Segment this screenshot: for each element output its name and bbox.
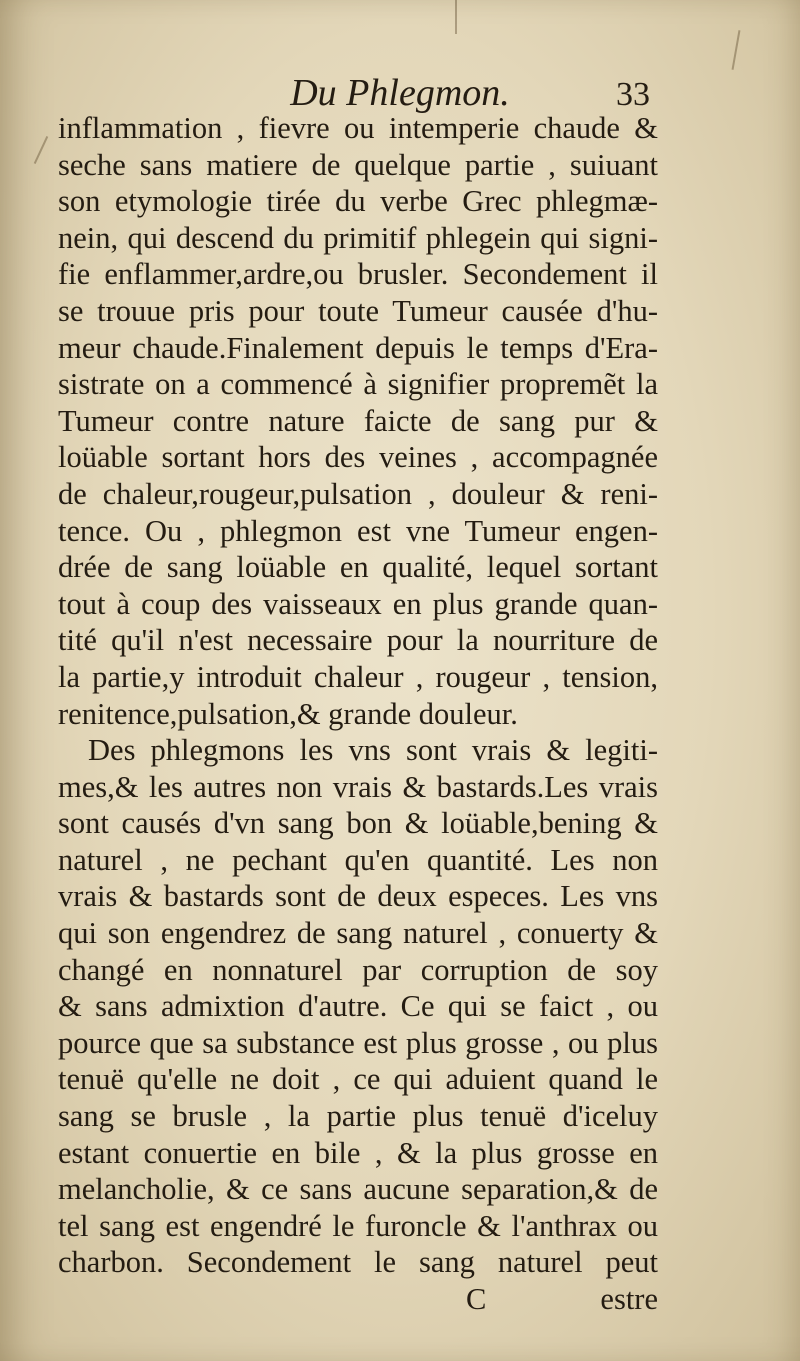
text-line: la partie,y introduit chaleur , rougeur , tension, (58, 659, 658, 694)
text-line: meur chaude.Finalement depuis le temps d'Era- (58, 330, 658, 365)
text-line: seche sans matiere de quelque partie , suiuant (58, 147, 658, 182)
text-line: drée de sang loüable en qualité, lequel sortant (58, 550, 658, 585)
text-line: inflammation , fievre ou intemperie chaude & (58, 111, 658, 145)
text-line: tel sang est engendré le furoncle & l'anthrax ou (58, 1208, 658, 1243)
text-line: sang se brusle , la partie plus tenuë d'iceluy (58, 1099, 658, 1134)
text-line: melancholie, & ce sans aucune separation,& de (58, 1172, 658, 1207)
page-number: 33 (616, 76, 650, 113)
text-line: de chaleur,rougeur,pulsation , douleur & reni- (58, 476, 658, 511)
text-line: & sans admixtion d'autre. Ce qui se faict , ou (58, 989, 658, 1024)
text-line: loüable sortant hors des veines , accompagnée (58, 440, 658, 475)
page-edge-mark (455, 0, 457, 34)
text-line: Tumeur contre nature faicte de sang pur & (58, 403, 658, 438)
body-text (58, 110, 658, 1318)
text-line: vrais & bastards sont de deux especes. Les vns (58, 879, 658, 914)
text-line: charbon. Secondement le sang naturel peut (58, 1245, 658, 1280)
page-edge-mark (732, 30, 741, 70)
text-line: estant conuertie en bile , & la plus grosse en (58, 1135, 658, 1170)
text-line: renitence,pulsation,& grande douleur. (58, 696, 518, 731)
text-line: Des phlegmons les vns sont vrais & legiti- (88, 733, 658, 768)
text-line: changé en nonnaturel par corruption de soy (58, 952, 658, 987)
text-line: naturel , ne pechant qu'en quantité. Les non (58, 842, 658, 877)
running-title: Du Phlegmon. (290, 72, 510, 114)
text-line: sont causés d'vn sang bon & loüable,bening & (58, 806, 658, 841)
text-line: se trouue pris pour toute Tumeur causée d'hu- (58, 293, 658, 328)
text-line: sistrate on a commencé à signifier propremẽt la (58, 367, 658, 402)
catchword: estre (600, 1282, 658, 1316)
text-line: nein, qui descend du primitif phlegein qui signi- (58, 220, 658, 255)
footer-line (58, 1281, 658, 1318)
signature-mark: C (466, 1282, 487, 1316)
text-line: tout à coup des vaisseaux en plus grande quan- (58, 586, 658, 621)
page-edge-mark (34, 136, 48, 164)
text-line: qui son engendrez de sang naturel , conuerty & (58, 916, 658, 951)
text-line: tence. Ou , phlegmon est vne Tumeur engen- (58, 513, 658, 548)
text-line: tenuë qu'elle ne doit , ce qui aduient quand le (58, 1062, 658, 1097)
text-line: mes,& les autres non vrais & bastards.Les vrais (58, 769, 658, 804)
text-line: pource que sa substance est plus grosse , ou plus (58, 1025, 658, 1060)
text-line: tité qu'il n'est necessaire pour la nourriture de (58, 623, 658, 658)
text-line: fie enflammer,ardre,ou brusler. Secondement il (58, 257, 658, 292)
text-line: son etymologie tirée du verbe Grec phlegmæ- (58, 184, 658, 219)
